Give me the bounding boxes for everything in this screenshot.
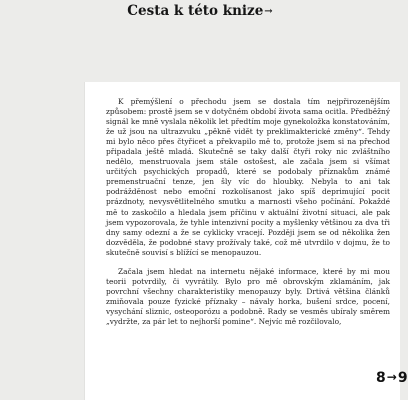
body-text <box>106 97 390 327</box>
paragraph: Začala jsem hledat na internetu nějaké informace, které by mi mou teorii potvrdily, či vyvrátily. Bylo pro mě obrovským zklamáním, jak povrchní všechny charakteristiky menopauzy byly. Drtivá většina článků zmiňovala pouze fyzické příznaky – návaly horka, bušení srdce, pocení, vysychání sliznic, osteoporózu a podobně. Rady se vesměs ubíraly směrem „vydržte, za pár let to nejhorší pomine“. Nejvíc mě rozčilovalo, <box>106 266 390 326</box>
page-number-left: 8 <box>376 370 386 386</box>
page-number-right: 9 <box>397 370 408 386</box>
book-page <box>85 82 408 400</box>
chapter-title: Cesta k této knize <box>127 3 264 19</box>
chapter-heading <box>0 0 400 22</box>
arrow-right-icon: → <box>264 6 273 17</box>
paragraph: K přemýšlení o přechodu jsem se dostala tím nejpřirozenějším způsobem: prostě jsem se v dotyčném období života sama ocitla. Předběžný signál ke mně vyslala několik let předtím moje gynekoložka konstatováním, že už jsou na ultrazvuku „pěkně vidět ty preklimakterické změny“. Tehdy mi bylo něco přes čtyřicet a překvapilo mě to, protože jsem si na přechod připadala ještě mladá. Skutečně se taky další čtyři roky nic zvláštního nedělo, menstruovala jsem stále ostošest, ale začala jsem si všímat určitých psychických propadů, které se podobaly příznakům známé premenstruační tenze, jen šly víc do hloubky. Nebyla to ani tak podrážděnost nebo emoční rozkolísanost jako spíš deprimující pocit prázdnoty, nevysvětlitelného smutku a marnosti všeho počínání. Pokaždé mě to zaskočilo a hledala jsem příčinu v aktuální životní situaci, ale pak jsem vypozorovala, že tyhle intenzivní pocity a myšlenky většinou za dva tři dny samy odezní a že se cyklicky vracejí. Později jsem se od několika žen dozvěděla, že podobné stavy prožívaly také, což mě utvrdilo v dojmu, že to skutečně souvisí s blížící se menopauzou. <box>106 97 390 257</box>
page-marker <box>376 369 408 386</box>
arrow-right-icon: → <box>386 370 397 384</box>
